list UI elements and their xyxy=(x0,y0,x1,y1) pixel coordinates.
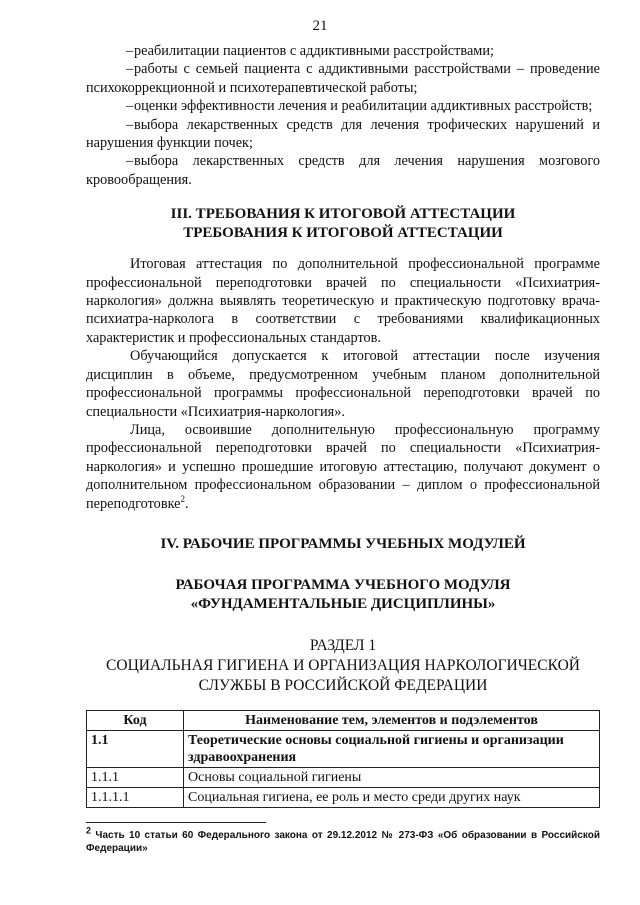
list-item-text: оценки эффективности лечения и реабилитации аддиктивных расстройств; xyxy=(134,98,593,115)
razdel-title-line2: СЛУЖБЫ В РОССИЙСКОЙ ФЕДЕРАЦИИ xyxy=(198,676,488,694)
table-cell-name: Теоретические основы социальной гигиены и организации здравоохранения xyxy=(184,730,600,767)
list-item xyxy=(86,42,600,60)
bullet-dash: – xyxy=(126,116,134,133)
page-number: 21 xyxy=(312,18,328,34)
table-cell-name: Социальная гигиена, ее роль и место среди других наук xyxy=(184,787,600,807)
list-item xyxy=(86,152,600,189)
paragraph-admission: Обучающийся допускается к итоговой аттестации после изучения дисциплин в объеме, предусмотренном учебным планом дополнительной профессиональной программы профессиональной переподготовки врачей по специальности «Психиатрия-наркология». xyxy=(86,348,600,420)
razdel-label: РАЗДЕЛ 1 xyxy=(309,636,377,654)
table-cell-code: 1.1.1 xyxy=(87,767,184,787)
bullet-dash: – xyxy=(126,61,134,78)
table-header-name: Наименование тем, элементов и подэлементов xyxy=(184,710,600,730)
paragraph-diploma: Лица, освоившие дополнительную профессиональную программу профессиональной переподготовки врачей по специальности «Психиатрия-наркология» и успешно прошедшие итоговую аттестацию, получают документ о дополнительном профессиональном образовании – диплом о профессиональной переподготовке$^2$. xyxy=(86,421,600,512)
table-row xyxy=(87,787,600,807)
list-item-text: работы с семьей пациента с аддиктивными расстройствами – проведение психокоррекционной и психотерапевтической работы; xyxy=(86,61,600,96)
section-heading-requirements: III. ТРЕБОВАНИЯ К ИТОГОВОЙ АТТЕСТАЦИИ xyxy=(170,206,516,223)
table-cell-code: 1.1.1.1 xyxy=(87,787,184,807)
list-item xyxy=(86,60,600,97)
footnote-divider xyxy=(86,822,266,823)
modules-table xyxy=(86,710,600,808)
footnote-number: 2 xyxy=(86,825,92,836)
bullet-list xyxy=(86,42,600,189)
table-cell-code: 1.1 xyxy=(87,730,184,767)
table-cell-name: Основы социальной гигиены xyxy=(184,767,600,787)
list-item-text: выбора лекарственных средств для лечения нарушения мозгового кровообращения. xyxy=(86,153,600,188)
table-header-code: Код xyxy=(87,710,184,730)
table-row xyxy=(87,767,600,787)
section-heading-modules: IV. РАБОЧИЕ ПРОГРАММЫ УЧЕБНЫХ МОДУЛЕЙ xyxy=(160,535,526,552)
table-row xyxy=(87,730,600,767)
footnote-text: Часть 10 статьи 60 Федерального закона от 29.12.2012 № 273-ФЗ «Об образовании в Российской Федерации» xyxy=(86,830,601,854)
list-item-text: реабилитации пациентов с аддиктивными расстройствами; xyxy=(134,43,494,59)
paragraph-diploma-text: Лица, освоившие дополнительную профессиональную программу профессиональной переподготовки врачей по специальности «Психиатрия-наркология» и успешно прошедшие итоговую аттестацию, получают документ о дополнительном профессиональном образовании – диплом о профессиональной переподготовке xyxy=(86,421,600,512)
module-heading-name: «ФУНДАМЕНТАЛЬНЫЕ ДИСЦИПЛИНЫ» xyxy=(190,595,496,612)
page-body xyxy=(86,42,600,808)
bullet-dash: – xyxy=(126,43,134,59)
list-item xyxy=(86,97,600,115)
table-header-row xyxy=(87,710,600,730)
footnote-reference: 2 xyxy=(180,493,186,504)
module-heading: РАБОЧАЯ ПРОГРАММА УЧЕБНОГО МОДУЛЯ xyxy=(175,576,511,593)
bullet-dash: – xyxy=(126,153,134,170)
bullet-dash: – xyxy=(126,98,134,115)
section-heading-requirements-sub: ТРЕБОВАНИЯ К ИТОГОВОЙ АТТЕСТАЦИИ xyxy=(183,225,503,242)
list-item xyxy=(86,116,600,153)
razdel-title: СОЦИАЛЬНАЯ ГИГИЕНА И ОРГАНИЗАЦИЯ НАРКОЛОГИЧЕСКОЙ xyxy=(106,656,580,674)
footnote xyxy=(86,825,601,855)
list-item-text: выбора лекарственных средств для лечения трофических нарушений и нарушения функции почек; xyxy=(86,116,600,152)
paragraph-attestation: Итоговая аттестация по дополнительной профессиональной программе профессиональной переподготовки врачей по специальности «Психиатрия-наркология» должна выявлять теоретическую и практическую подготовку врача-психиатра-нарколога в соответствии с требованиями квалификационных характеристик и профессиональных стандартов. xyxy=(86,256,600,346)
